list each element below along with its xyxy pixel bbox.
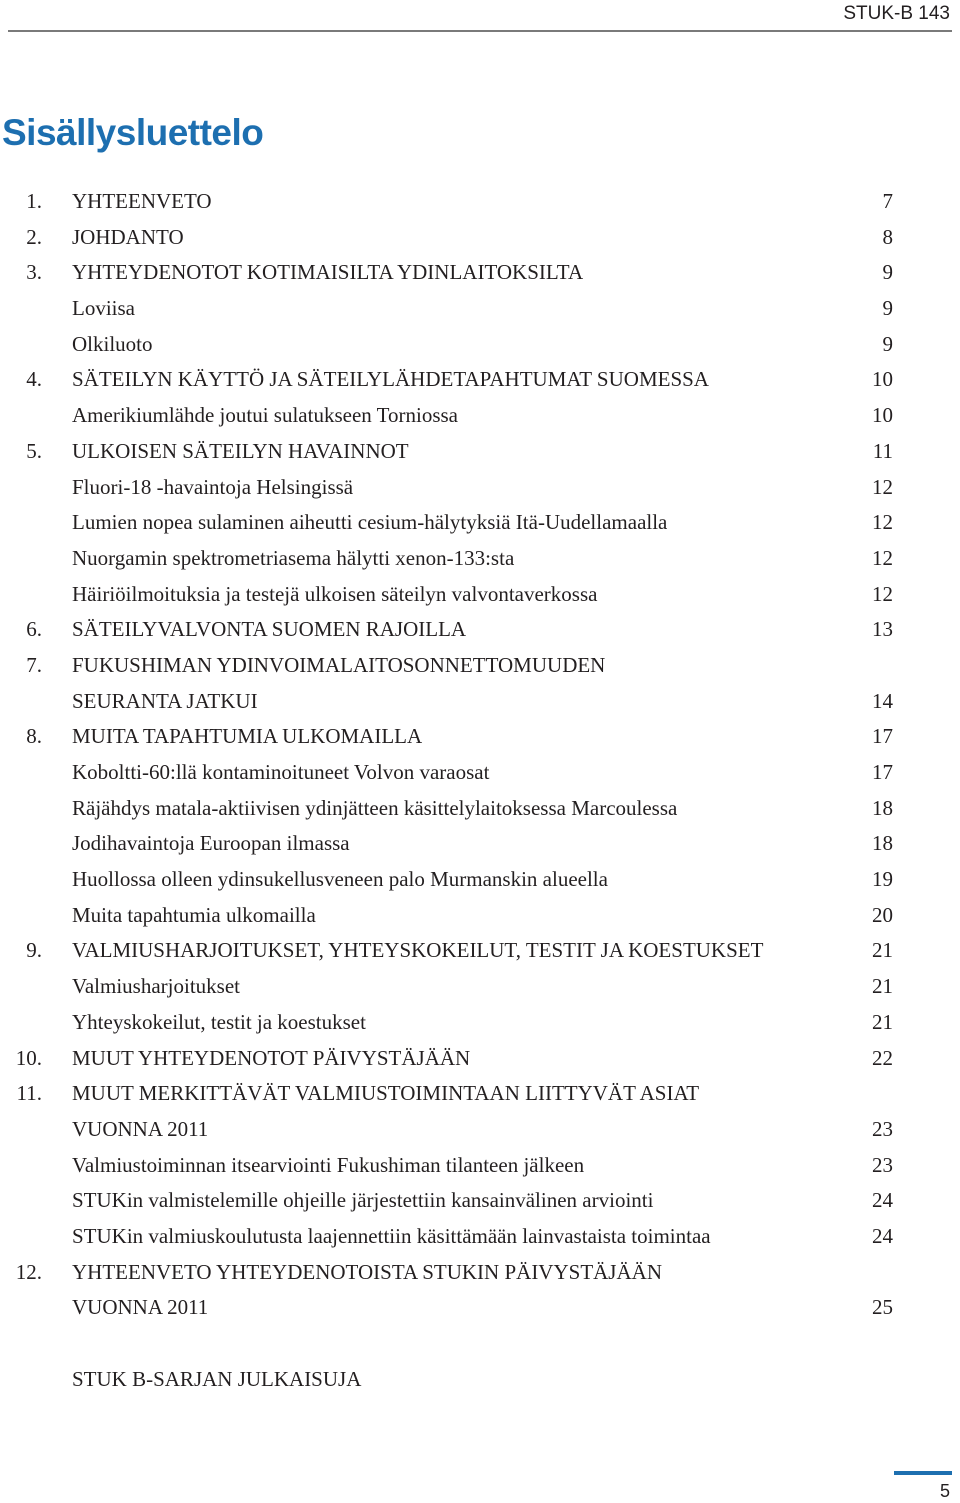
toc-entry-page: 12	[872, 545, 893, 570]
publication-series-label: STUK-B 143	[843, 3, 950, 24]
toc-entry-title: Valmiusharjoitukset	[72, 974, 240, 999]
toc-entry	[0, 755, 960, 791]
toc-entry-page: 17	[872, 724, 893, 749]
toc-entry-title: VUONNA 2011	[72, 1116, 209, 1141]
toc-entry	[0, 1005, 960, 1041]
toc-entry-page: 20	[872, 902, 893, 927]
toc-entry	[0, 362, 960, 398]
toc-entry-page: 8	[882, 224, 893, 249]
toc-entry-page: 24	[872, 1188, 893, 1213]
toc-entry	[0, 1183, 960, 1219]
toc-entry-title: Jodihavaintoja Euroopan ilmassa	[72, 831, 350, 856]
toc-entry-title: Amerikiumlähde joutui sulatukseen Torniossa	[72, 403, 458, 428]
toc-entry-page: 21	[872, 938, 893, 963]
toc-entry	[0, 969, 960, 1005]
toc-entry-title: MUUT YHTEYDENOTOT PÄIVYSTÄJÄÄN	[72, 1045, 471, 1070]
toc-entry-title: Loviisa	[72, 296, 135, 321]
toc-entry-page: 25	[872, 1295, 893, 1320]
toc-entry-page: 12	[872, 581, 893, 606]
toc-entry-title: Valmiustoiminnan itsearviointi Fukushiman tilanteen jälkeen	[72, 1152, 585, 1177]
toc-entry-page: 21	[872, 974, 893, 999]
toc-entry-page: 17	[872, 760, 893, 784]
toc-entry-number: 8.	[26, 724, 42, 749]
toc-entry	[0, 933, 960, 969]
toc-entry	[0, 826, 960, 862]
toc-entry-title: VALMIUSHARJOITUKSET, YHTEYSKOKEILUT, TESTIT JA KOESTUKSET	[72, 938, 764, 963]
toc-entry	[0, 255, 960, 291]
toc-entry	[0, 1112, 960, 1148]
toc-entry	[0, 898, 960, 934]
toc-entry-page: 24	[872, 1223, 893, 1248]
toc-entry-page: 11	[872, 438, 893, 463]
toc-entry-number: 6.	[26, 617, 42, 642]
toc-entry-page: 9	[882, 331, 893, 356]
toc-entry	[0, 505, 960, 541]
toc-entry-title: Olkiluoto	[72, 331, 153, 356]
toc-entry-page: 7	[882, 189, 893, 213]
toc-entry-number: 3.	[26, 260, 42, 285]
toc-entry-title: YHTEENVETO	[72, 189, 212, 213]
toc-entry-title: SÄTEILYN KÄYTTÖ JA SÄTEILYLÄHDETAPAHTUMAT SUOMESSA	[72, 367, 709, 392]
toc-entry-page: 19	[872, 867, 893, 892]
toc-entry-number: 9.	[26, 938, 42, 963]
page-number: 5	[939, 1481, 950, 1501]
toc-entry-title: SÄTEILYVALVONTA SUOMEN RAJOILLA	[72, 617, 467, 642]
toc-entry-page: 22	[872, 1045, 893, 1070]
toc-entry-title: Lumien nopea sulaminen aiheutti cesium-hälytyksiä Itä-Uudellamaalla	[72, 510, 668, 535]
toc-entry-title: Häiriöilmoituksia ja testejä ulkoisen säteilyn valvontaverkossa	[72, 581, 598, 606]
toc-entry-title: ULKOISEN SÄTEILYN HAVAINNOT	[72, 438, 409, 463]
toc-entry-title: Koboltti-60:llä kontaminoituneet Volvon varaosat	[72, 760, 490, 784]
toc-entry	[0, 1219, 960, 1255]
toc-entry-title: SEURANTA JATKUI	[72, 688, 258, 713]
toc-entry-title: Nuorgamin spektrometriasema hälytti xenon-133:sta	[72, 545, 515, 570]
toc-entry-page: 23	[872, 1116, 893, 1141]
toc-entry-page: 23	[872, 1152, 893, 1177]
toc-entry	[0, 862, 960, 898]
toc-entry-title: JOHDANTO	[72, 224, 184, 249]
toc-entry	[0, 577, 960, 613]
toc-entry-number: 12.	[15, 1259, 42, 1284]
toc-entry-page: 10	[872, 403, 893, 428]
toc-entry-number: 2.	[26, 224, 42, 249]
toc-entry	[0, 327, 960, 363]
toc-entry	[0, 1076, 960, 1112]
toc-entry-title: Muita tapahtumia ulkomailla	[72, 902, 316, 927]
toc-entry-page: 12	[872, 510, 893, 535]
toc-entry-number: 1.	[26, 189, 42, 213]
toc-entry	[0, 470, 960, 506]
header-divider	[8, 30, 952, 32]
toc-entry	[0, 291, 960, 327]
toc-entry-title: Räjähdys matala-aktiivisen ydinjätteen käsittelylaitoksessa Marcoulessa	[72, 795, 678, 820]
toc-entry-title: MUUT MERKITTÄVÄT VALMIUSTOIMINTAAN LIITTYVÄT ASIAT	[72, 1081, 700, 1106]
toc-entry-page: 14	[872, 688, 893, 713]
toc-entry	[0, 541, 960, 577]
toc-entry-title: STUKin valmiuskoulutusta laajennettiin käsittämään lainvastaista toimintaa	[72, 1223, 711, 1248]
toc-entry	[0, 684, 960, 720]
toc-entry-title: MUITA TAPAHTUMIA ULKOMAILLA	[72, 724, 423, 749]
toc-entry	[0, 1041, 960, 1077]
table-of-contents	[0, 184, 960, 1326]
toc-entry-title: VUONNA 2011	[72, 1295, 209, 1320]
toc-entry	[0, 220, 960, 256]
toc-entry-title: STUKin valmistelemille ohjeille järjestettiin kansainvälinen arviointi	[72, 1188, 654, 1213]
toc-entry	[0, 612, 960, 648]
toc-entry	[0, 719, 960, 755]
toc-entry-page: 9	[882, 296, 893, 321]
toc-entry	[0, 1255, 960, 1291]
series-publications-heading: STUK B-SARJAN JULKAISUJA	[72, 1367, 362, 1391]
footer-accent-bar	[894, 1471, 952, 1475]
toc-entry-number: 4.	[26, 367, 42, 392]
toc-entry	[0, 434, 960, 470]
toc-entry-page: 13	[872, 617, 893, 642]
toc-entry	[0, 791, 960, 827]
toc-entry	[0, 648, 960, 684]
toc-entry-page: 10	[872, 367, 893, 392]
toc-entry-page: 18	[872, 795, 893, 820]
toc-entry	[0, 398, 960, 434]
toc-entry-page: 12	[872, 474, 893, 499]
toc-entry-number: 10.	[15, 1045, 42, 1070]
toc-entry-number: 5.	[26, 438, 42, 463]
page-title: Sisällysluettelo	[2, 112, 264, 153]
toc-entry-title: Yhteyskokeilut, testit ja koestukset	[72, 1009, 366, 1034]
toc-entry-title: Fluori-18 -havaintoja Helsingissä	[72, 474, 354, 499]
toc-entry-page: 18	[872, 831, 893, 856]
toc-entry-page: 21	[872, 1009, 893, 1034]
toc-entry-page: 9	[882, 260, 893, 285]
toc-entry-title: YHTEENVETO YHTEYDENOTOISTA STUKIN PÄIVYSTÄJÄÄN	[72, 1259, 662, 1284]
toc-entry	[0, 1290, 960, 1326]
toc-entry-number: 11.	[16, 1081, 42, 1106]
toc-entry-title: Huollossa olleen ydinsukellusveneen palo Murmanskin alueella	[72, 867, 608, 892]
toc-entry	[0, 184, 960, 220]
toc-entry	[0, 1148, 960, 1184]
toc-entry-title: FUKUSHIMAN YDINVOIMALAITOSONNETTOMUUDEN	[72, 652, 606, 677]
toc-entry-title: YHTEYDENOTOT KOTIMAISILTA YDINLAITOKSILTA	[72, 260, 584, 285]
toc-entry-number: 7.	[26, 652, 42, 677]
